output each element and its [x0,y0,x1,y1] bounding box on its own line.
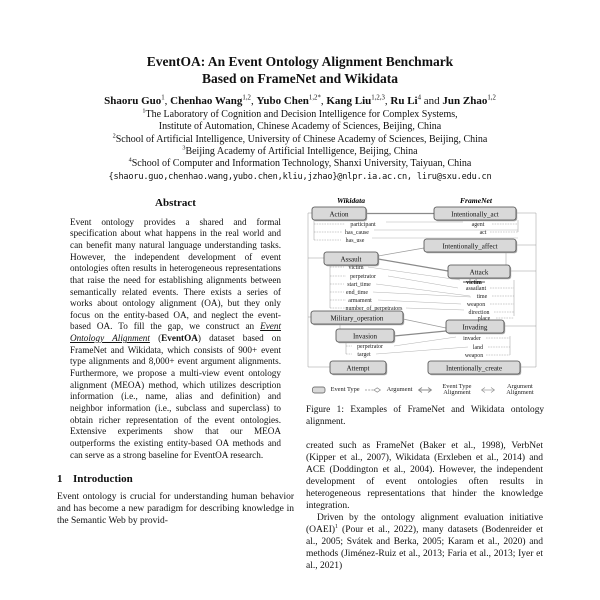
email-line: {shaoru.guo,chenhao.wang,yubo.chen,kliu,jzhao}@nlpr.ia.ac.cn, liru@sxu.edu.cn [108,171,492,182]
figure-arg-time: time [476,293,488,300]
figure-arg-participant: participant [350,221,376,228]
affiliation-line: Institute of Automation, Chinese Academy of Sciences, Beijing, China [158,121,442,133]
figure-node-intentionally-act: Intentionally_act [451,210,499,219]
figure-arg-number-of-perpetrators: number_of_perpetrators [345,305,403,312]
figure-node-intentionally-create: Intentionally_create [446,364,502,373]
figure-caption: Figure 1: Examples of FrameNet and Wikidata ontology alignment. [306,405,544,428]
right-column-paragraph-1: created such as FrameNet (Baker et al., 1998), VerbNet (Kipper et al., 2007), Wikidata (Erxleben et al., 2014) and ACE (Doddington et al., 2004). However, the independent development of event ontologies often results in heterogeneous representations that hinder the knowledge integration. [306,441,543,512]
figure-legend [306,384,544,397]
text-segment: Event ontology provides a shared and formal specification about what happens in the real world and can benefit many natural language understanding tasks. However, the independent development of event ontologies often results in heterogeneous representations that raise the need for establishing alignments between semantically related events. There exists a series of works about ontology alignment (OA), but they only focus on the entity-based OA, and neglect the event-based OA. To fill the gap, we construct an [70,216,281,332]
affiliation-line: $^3$Beijing Academy of Artificial Intelligence, Beijing, China [182,144,418,157]
event-type-box-icon [312,386,326,394]
author-name: Yubo Chen [256,94,309,107]
text-segment: EventOA [161,333,198,344]
legend-event-type-label: Event Type [330,386,360,394]
paper-title-line1: EventOA: An Event Ontology Alignment Benchmark [146,54,454,69]
figure-arg-victim-left: victim [348,264,364,271]
argument-arrow-icon [365,386,382,394]
figure-arg-perpetrator-invasion: perpetrator [357,343,383,350]
introduction-paragraph: Event ontology is crucial for understanding human behavior and has become a new paradigm for describing knowledge in the Semantic Web by provid- [57,492,294,527]
argument-alignment-arrow-icon [480,386,496,394]
text-segment: 1 [335,523,338,530]
figure-nodes [311,207,521,375]
paper-title-line2: Based on FrameNet and Wikidata [201,70,399,86]
abstract-heading: Abstract [155,196,196,209]
figure-arg-victim-right: victim [466,279,482,286]
right-column [306,195,543,573]
figure-arg-land: land [472,344,484,351]
figure-arg-has-cause: has_cause [345,229,369,236]
author-affiliation-marker: 1 [161,94,165,102]
legend-argument-label: Argument [386,386,413,394]
figure-arg-direction: direction [468,309,490,316]
text-segment: (Pour et al., 2022), many datasets (Bodenreider et al., 2005; Svátek and Berka, 2005; Karam et al., 2020) and methods (Jiménez-Ruiz et al., 2013; Faria et al., 2013; Iyer et al., 2021) [306,525,543,571]
author-name: Jun Zhao [442,94,488,107]
text-segment: Event Ontology Alignment [70,321,281,344]
figure-arg-agent: agent [471,221,485,228]
abstract-text [70,217,281,461]
figure-node-invading: Invading [462,323,488,332]
left-column [57,195,294,573]
figure-node-action: Action [329,210,349,219]
figure-arg-weapon-invading: weapon [464,352,484,359]
paper-title [57,54,543,88]
figure-arg-act: act [479,229,487,236]
figure-arg-start-time: start_time [347,281,371,288]
figure-arg-end-time: end_time [346,289,368,296]
authors-line: Shaoru Guo$^1$, Chenhao Wang$^{1,2}$, Yubo Chen$^{1,2*}$, Kang Liu$^{1,2,3}$, Ru Li$^4$ and Jun Zhao$^{1,2}$ [104,94,496,107]
figure-diagram [306,195,544,377]
figure-arg-invader: invader [463,335,481,342]
figure-arg-assailant: assailant [465,285,487,292]
figure-arg-has-use: has_use [345,237,365,244]
figure-node-invasion: Invasion [352,332,378,341]
figure-node-intentionally-affect: Intentionally_affect [442,242,498,251]
author-name: Shaoru Guo [104,94,162,107]
legend-argument-alignment-label: Argument Alignment [506,382,534,397]
event-type-alignment-arrow-icon [417,386,433,394]
affiliation-line: $^4$School of Computer and Information Technology, Shanxi University, Taiyuan, China [128,156,472,170]
figure-left-header: Wikidata [337,195,365,205]
figure-arg-perpetrator: perpetrator [350,273,376,280]
author-affiliation-marker: 1,2* [308,94,321,102]
author-affiliation-marker: 4 [417,94,422,102]
figure-right-header: FrameNet [459,195,493,205]
section-1-heading [57,473,294,485]
author-name: Kang Liu [326,94,372,107]
right-column-paragraph-2 [306,513,543,573]
affiliation-line: $^1$The Laboratory of Cognition and Decision Intelligence for Complex Systems, [142,107,458,120]
section-title: Introduction [73,473,133,486]
figure-arg-armament: armament [348,297,372,304]
text-segment: ) dataset based on FrameNet and Wikidata, which consists of 900+ event type alignments and 8,000+ event argument alignments. Furthermore, we propose a multi-view event ontology alignment (MEOA) method, which utilizes description information (i.e., name, alias and definition) and neighbor information (i.e., subclass and superclass) to obtain richer representation of the event ontologies. Extensive experiments show that our MEOA outperforms the existing entity-based OA methods and can serve as a strong baseline for EventOA research. [70,333,281,460]
text-segment: ( [149,333,162,344]
author-affiliation-marker: 1,2 [242,94,251,102]
figure-node-assault: Assault [340,255,362,264]
text-segment: Driven by the ontology alignment evaluation initiative (OAEI) [306,513,543,536]
author-name: Chenhao Wang [170,94,243,107]
figure-arg-target: target [357,351,371,358]
author-name: Ru Li [390,94,418,107]
figure-node-attack: Attack [469,268,489,277]
two-column-body [57,195,543,573]
affiliations [57,109,543,171]
legend-event-type-alignment-label: Event Type Alignment [442,382,472,397]
author-affiliation-marker: 1,2 [487,94,496,102]
affiliation-line: $^2$School of Artificial Intelligence, University of Chinese Academy of Sciences, Beijing, China [112,132,488,145]
section-number: 1 [57,473,63,486]
figure-1 [306,195,544,429]
figure-arg-weapon-attack: weapon [466,301,486,308]
figure-node-military-operation: Military_operation [330,314,384,323]
figure-node-attempt: Attempt [346,364,370,373]
figure-arg-place: place [477,315,491,322]
author-affiliation-marker: 1,2,3 [371,94,385,102]
